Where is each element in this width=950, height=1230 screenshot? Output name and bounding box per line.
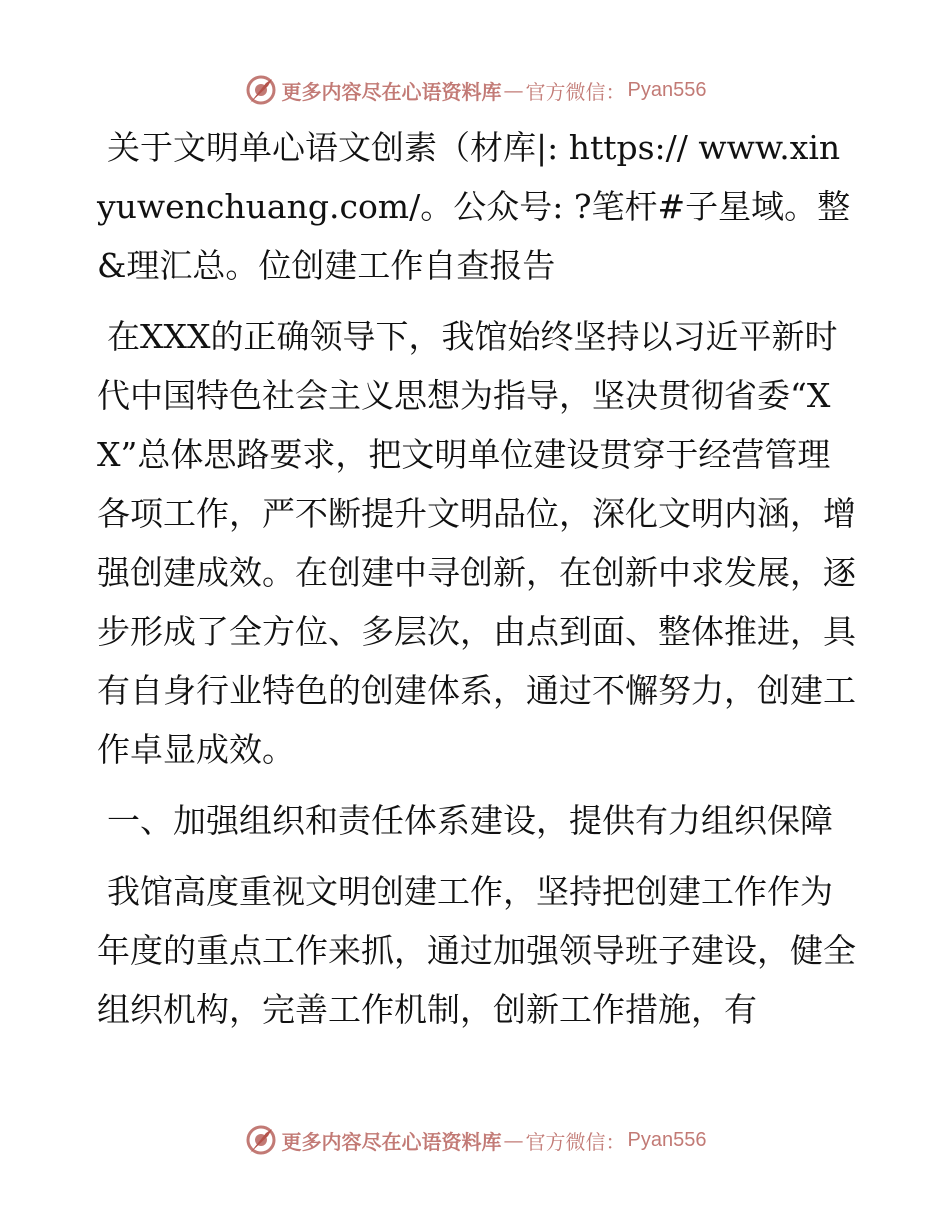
document-body <box>97 118 857 1051</box>
watermark-banner-bottom <box>0 1120 950 1160</box>
section-heading: 一、加强组织和责任体系建设，提供有力组织保障 <box>107 801 833 840</box>
quill-seal-icon <box>244 73 278 107</box>
watermark-account: Pyan556 <box>627 1128 707 1151</box>
watermark-main-text: 更多内容尽在心语资料库 <box>281 79 502 104</box>
watermark-main-text: 更多内容尽在心语资料库 <box>281 1129 502 1154</box>
watermark-sub-text: 官方微信： <box>525 1129 626 1154</box>
watermark-sub-text: 官方微信： <box>525 79 626 104</box>
watermark-separator: — <box>503 78 524 102</box>
watermark-separator: — <box>503 1128 524 1152</box>
watermark-account: Pyan556 <box>627 78 707 101</box>
section-paragraph: 我馆高度重视文明创建工作，坚持把创建工作作为年度的重点工作来抓，通过加强领导班子建设，健全组织机构，完善工作机制，创新工作措施，有 <box>97 872 856 1029</box>
intro-paragraph: 在XXX的正确领导下，我馆始终坚持以习近平新时代中国特色社会主义思想为指导，坚决贯彻省委“XX”总体思路要求，把文明单位建设贯穿于经营管理各项工作，严不断提升文明品位，深化文明内涵，增强创建成效。在创建中寻创新，在创新中求发展，逐步形成了全方位、多层次，由点到面、整体推进，具有自身行业特色的创建体系，通过不懈努力，创建工作卓显成效。 <box>97 317 856 769</box>
document-title-paragraph: 关于文明单心语文创素（材库|: https:// www.xinyuwenchuang.com/。公众号: ?笔杆#子星域。整&理汇总。位创建工作自查报告 <box>97 128 851 285</box>
watermark-banner-top <box>0 70 950 110</box>
quill-seal-icon <box>244 1123 278 1157</box>
